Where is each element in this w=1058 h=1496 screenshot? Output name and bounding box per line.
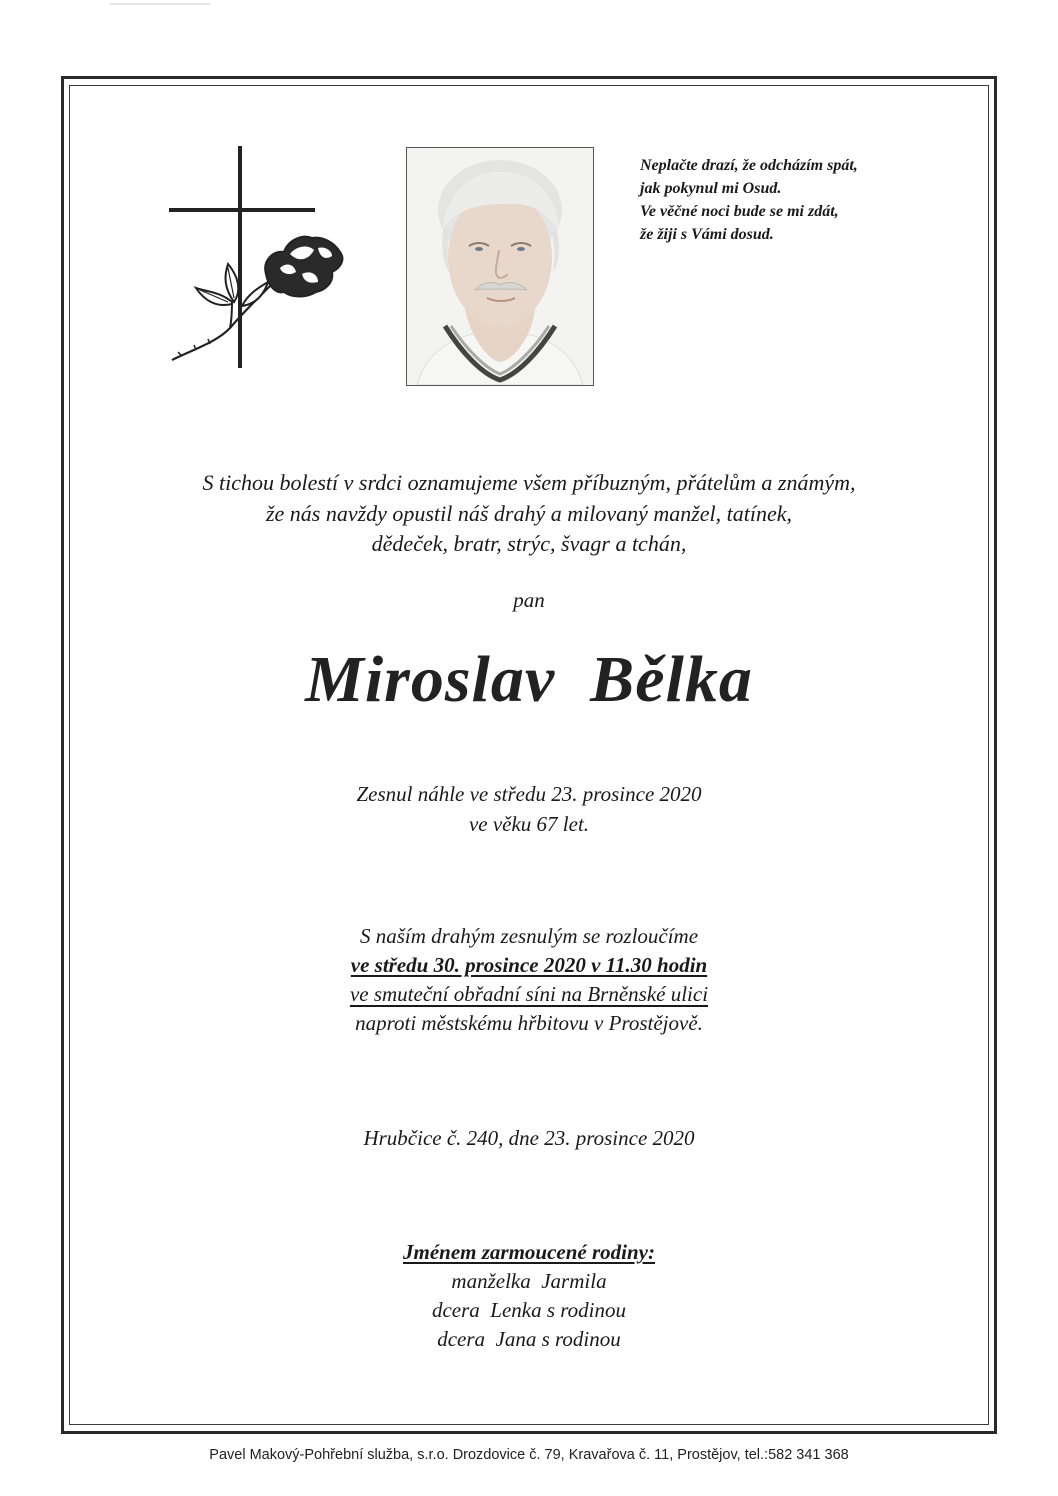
death-notice [69,779,989,839]
funeral-venue: ve smuteční obřadní síni na Brněnské ulici [349,982,709,1006]
cross-with-rose-icon [162,142,362,374]
death-line: Zesnul náhle ve středu 23. prosince 2020 [356,782,702,806]
announcement-text [69,468,989,560]
poem-line: jak pokynul mi Osud. [640,180,782,197]
rose-leaf [226,264,239,302]
funeral-service-footer: Pavel Makový-Pohřební služba, s.r.o. Drozdovice č. 79, Kravařova č. 11, Prostějov, tel.:582 341 368 [209,1447,849,1463]
family-member: manželka Jarmila [451,1269,607,1293]
family-member: dcera Jana s rodinou [437,1327,621,1351]
place-and-date: Hrubčice č. 240, dne 23. prosince 2020 [363,1126,695,1150]
rose-bloom [265,237,342,297]
portrait-illustration [407,148,593,385]
announcement-line: že nás navždy opustil náš drahý a milovaný manžel, tatínek, [265,500,793,526]
announcement-line: S tichou bolestí v srdci oznamujeme všem příbuzným, přátelům a známým, [202,470,856,495]
scan-artifact [110,3,210,5]
poem-line: Neplačte drazí, že odcházím spát, [640,157,858,174]
poem-line: že žiji s Vámi dosud. [640,226,774,243]
age-line: ve věku 67 let. [468,812,590,836]
poem-line: Ve věčné noci bude se mi zdát, [640,203,839,220]
funeral-datetime: ve středu 30. prosince 2020 v 11.30 hodin [350,953,708,977]
family-heading: Jménem zarmoucené rodiny: [403,1240,655,1264]
portrait-photo [406,147,594,386]
farewell-intro: S naším drahým zesnulým se rozloučíme [359,924,699,948]
cross-vertical-bar [238,146,242,368]
deceased-name [69,640,989,720]
honorific: pan [513,588,545,612]
family-section [69,1238,989,1354]
family-member: dcera Lenka s rodinou [431,1298,627,1322]
cross-horizontal-bar [169,208,315,212]
funeral-info [69,922,989,1038]
announcement-line: dědeček, bratr, strýc, švagr a tchán, [371,531,687,556]
deceased-name-text: Miroslav Bělka [305,643,753,716]
poem [640,154,980,246]
funeral-location: naproti městskému hřbitovu v Prostějově. [355,1011,703,1035]
